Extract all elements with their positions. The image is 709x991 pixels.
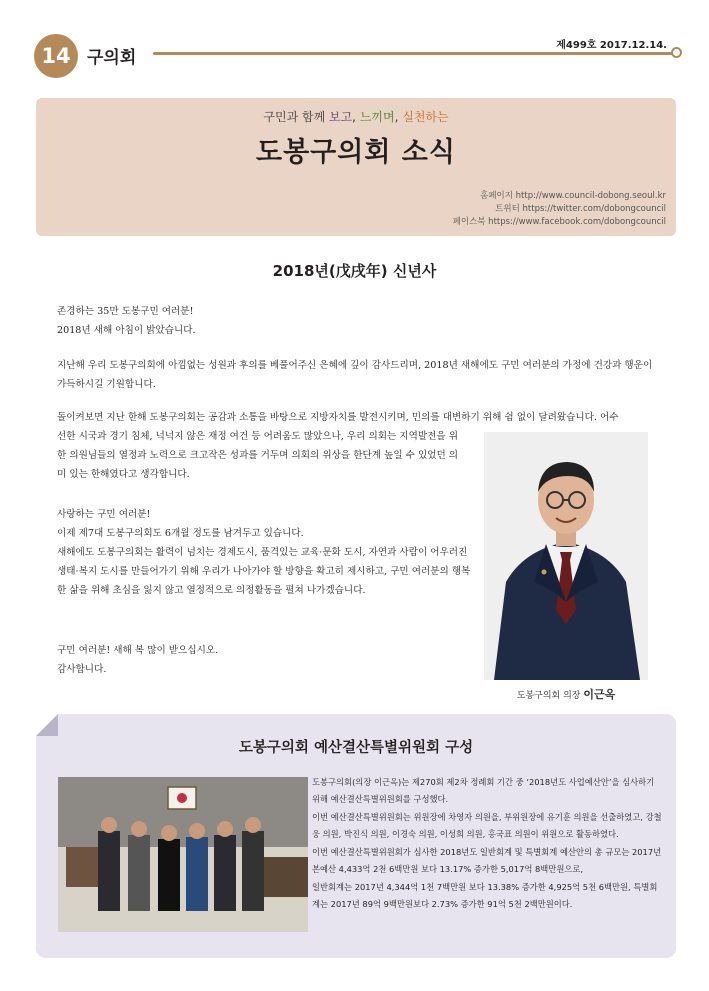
- header-rule: [153, 52, 673, 55]
- committee-title: 도봉구의회 예산결산특별위원회 구성: [238, 740, 474, 756]
- portrait-caption: [484, 686, 648, 702]
- twitter-link[interactable]: 트위터 https://twitter.com/dobongcouncil: [495, 204, 666, 214]
- news-banner: [36, 98, 676, 236]
- article-line: 존경하는 35만 도봉구민 여러분!: [57, 306, 194, 317]
- banner-title: 도봉구의회 소식: [256, 137, 456, 168]
- article-line: 구민 여러분! 새해 복 많이 받으십시오.: [57, 645, 219, 656]
- committee-paragraph: 일반회계는 2017년 4,344억 1천 7백만원 보다 13.38% 증가한 4,925억 5천 6백만원, 특별회계는 2017년 89억 9백만원보다 2.73% 증가한 91억 5천 2백만원이다.: [312, 882, 658, 909]
- committee-paragraph: 이번 예산결산특별위원회가 심사한 2018년도 일반회계 및 특별회계 예산안의 총 규모는 2017년 본예산 4,433억 2천 6백만원 보다 13.17% 증가한 5,017억 8백만원으로,: [312, 847, 662, 874]
- page-number: 14: [41, 44, 71, 68]
- page-number-badge: [34, 34, 78, 78]
- article-line: 새해에도 도봉구의회는 활력이 넘치는 경제도시, 품격있는 교육·문화 도시, 자연과 사람이 어우러진 생태·복지 도시를 만들어가기 위해 우리가 나아가야 할 방향을 확고히 제시하고, 구민 여러분의 행복한 삶을 위해 초심을 잃지 않고 열정적으로 의정활동을 펼쳐 나가겠습니다.: [57, 547, 471, 596]
- banner-separator: ,: [352, 110, 360, 124]
- banner-keyword-see: 보고: [328, 110, 353, 124]
- chairman-portrait: [484, 432, 648, 680]
- section-name: 구의회: [87, 48, 137, 68]
- article-line: 이제 제7대 도봉구의회도 6개월 정도를 남겨두고 있습니다.: [57, 528, 304, 539]
- banner-separator: ,: [394, 110, 403, 124]
- committee-group-photo: [58, 777, 308, 932]
- article-paragraph-review-rest: 선한 시국과 경기 침체, 넉넉지 않은 재정 여건 등 어려움도 많았으나, 우리 의회는 지역발전을 위한 의원님들의 열정과 노력으로 크고작은 성과를 거두며 의회의 위상을 한단계 높일 수 있었던 의미 있는 한해였다고 생각합니다.: [57, 431, 459, 480]
- article-paragraph-plans: [57, 505, 477, 600]
- article-paragraph-thanks: 지난해 우리 도봉구의회에 아낌없는 성원과 후의를 베풀어주신 은혜에 깊이 감사드리며, 2018년 새해에도 구민 여러분의 가정에 건강과 행운이 가득하시길 기원합니다.: [57, 360, 653, 390]
- banner-subtitle-prefix: 구민과 함께: [263, 110, 329, 124]
- banner-keyword-feel: 느끼며: [359, 110, 395, 124]
- chairman-portrait-illustration: [484, 432, 648, 680]
- committee-paragraph: 이번 예산결산특별위원회는 위원장에 차영자 의원을, 부위원장에 유기훈 의원을 선출하였고, 강철웅 의원, 박진식 의원, 이경숙 의원, 이성희 의원, 홍국표 의원이 위원으로 활동하였다.: [312, 812, 662, 839]
- article-line: 사랑하는 구민 여러분!: [57, 509, 151, 520]
- caption-name: 이근옥: [583, 688, 616, 701]
- committee-text: [312, 774, 664, 914]
- committee-corner-fold-shadow: [36, 714, 58, 736]
- homepage-link[interactable]: 홈페이지 http://www.council-dobong.seoul.kr: [480, 191, 666, 201]
- banner-subtitle: [36, 108, 676, 125]
- group-photo-illustration: [58, 777, 308, 932]
- article-line: 2018년 새해 아침이 밝았습니다.: [57, 325, 196, 336]
- article-line: 감사합니다.: [57, 664, 107, 675]
- committee-section: [36, 714, 676, 958]
- committee-paragraph: 도봉구의회(의장 이근옥)는 제270회 제2차 정례회 기간 중 ‘2018년도 사업예산안’을 심사하기 위해 예산결산특별위원회를 구성했다.: [312, 777, 655, 804]
- article-paragraph-review-first: 돌이켜보면 지난 한해 도봉구의회는 공감과 소통을 바탕으로 지방자치를 발전시키며, 민의를 대변하기 위해 쉼 없이 달려왔습니다. 어수: [57, 412, 619, 423]
- facebook-link[interactable]: 페이스북 https://www.facebook.com/dobongcouncil: [452, 217, 666, 227]
- article-title: 2018년(戊戌年) 신년사: [272, 262, 437, 280]
- article-closing: [57, 641, 477, 679]
- article-greeting: [57, 302, 537, 340]
- banner-keyword-act: 실천하는: [402, 110, 449, 124]
- banner-links: [453, 190, 666, 229]
- caption-role: 도봉구의회 의장: [516, 691, 584, 701]
- issue-info: 제499호 2017.12.14.: [556, 40, 667, 51]
- header-rule-end-dot: [671, 47, 682, 58]
